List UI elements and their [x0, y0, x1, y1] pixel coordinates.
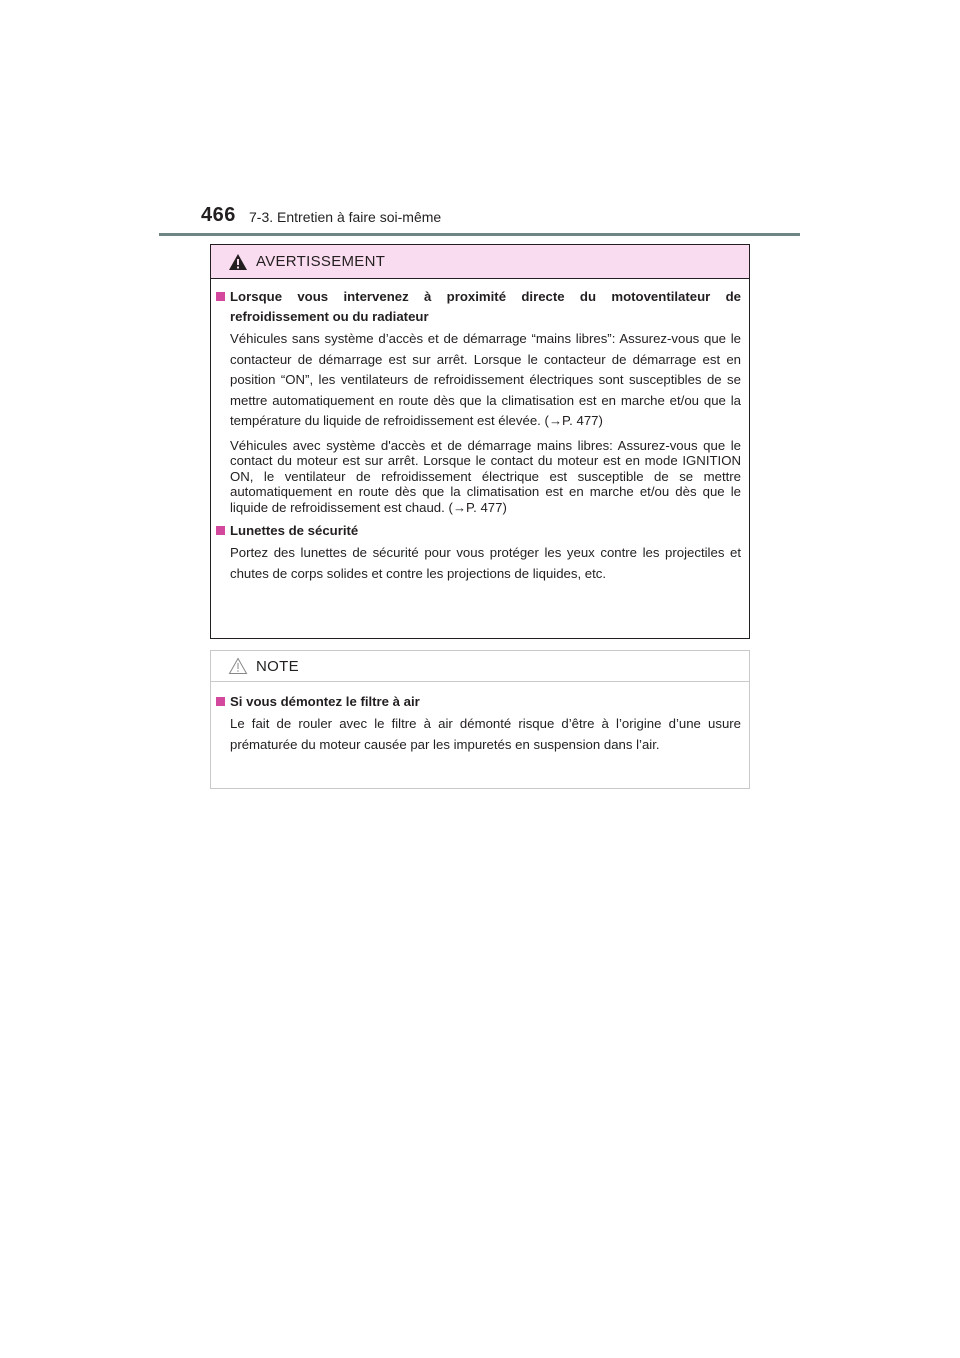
- warning-header: [211, 245, 749, 279]
- note-box: [210, 650, 750, 789]
- warning-triangle-icon: [228, 253, 248, 271]
- warning-paragraph: Portez des lunettes de sécurité pour vous protéger les yeux contre les projectiles et chutes de corps solides et contre les projections de liquides, etc.: [230, 545, 741, 581]
- note-body: [211, 682, 749, 755]
- heading-text: Si vous démontez le filtre à air: [230, 694, 420, 709]
- section-title: 7-3. Entretien à faire soi-même: [249, 209, 442, 225]
- heading-text: Lunettes de sécurité: [230, 523, 359, 538]
- warning-box: [210, 244, 750, 639]
- header-rule: [159, 233, 800, 236]
- warning-paragraph: Véhicules avec système d'accès et de démarrage mains libres: Assurez-vous que le contact du moteur est sur arrêt. Lorsque le contact du moteur est en mode IGNITION ON, le ventilateur de refroidissement électrique est susceptible de se mettre automatiquement en route dès que la climatisation est en marche et/ou dès que le liquide de refroidissement est chaud. (→P. 477): [230, 437, 741, 515]
- note-header: [211, 651, 749, 682]
- bullet-square-icon: [216, 292, 225, 301]
- warning-paragraph: Véhicules sans système d’accès et de démarrage “mains libres”: Assurez-vous que le contacteur de démarrage est sur arrêt. Lorsque le contacteur de démarrage est en position “ON”, les ventilateurs de refroidissement électriques sont susceptibles de se mettre automatiquement en route dès que la climatisation est en marche et/ou que la température du liquide de refroidissement est élevée. (→P. 477): [230, 331, 741, 428]
- note-title: NOTE: [256, 657, 299, 675]
- heading-text: Lorsque vous intervenez à proximité directe du motoventilateur de refroidissement ou du radiateur: [230, 289, 741, 324]
- warning-title: AVERTISSEMENT: [256, 253, 386, 270]
- warning-body: [211, 279, 749, 584]
- page-number: 466: [201, 204, 236, 226]
- note-paragraph: Le fait de rouler avec le filtre à air démonté risque d’être à l’origine d’une usure prématurée du moteur causée par les impuretés en suspension dans l’air.: [230, 716, 741, 752]
- warning-item-heading: [216, 521, 741, 541]
- caution-triangle-outline-icon: [228, 657, 248, 675]
- bullet-square-icon: [216, 697, 225, 706]
- bullet-square-icon: [216, 526, 225, 535]
- note-item-heading: [216, 692, 741, 712]
- warning-item-heading: [216, 287, 741, 327]
